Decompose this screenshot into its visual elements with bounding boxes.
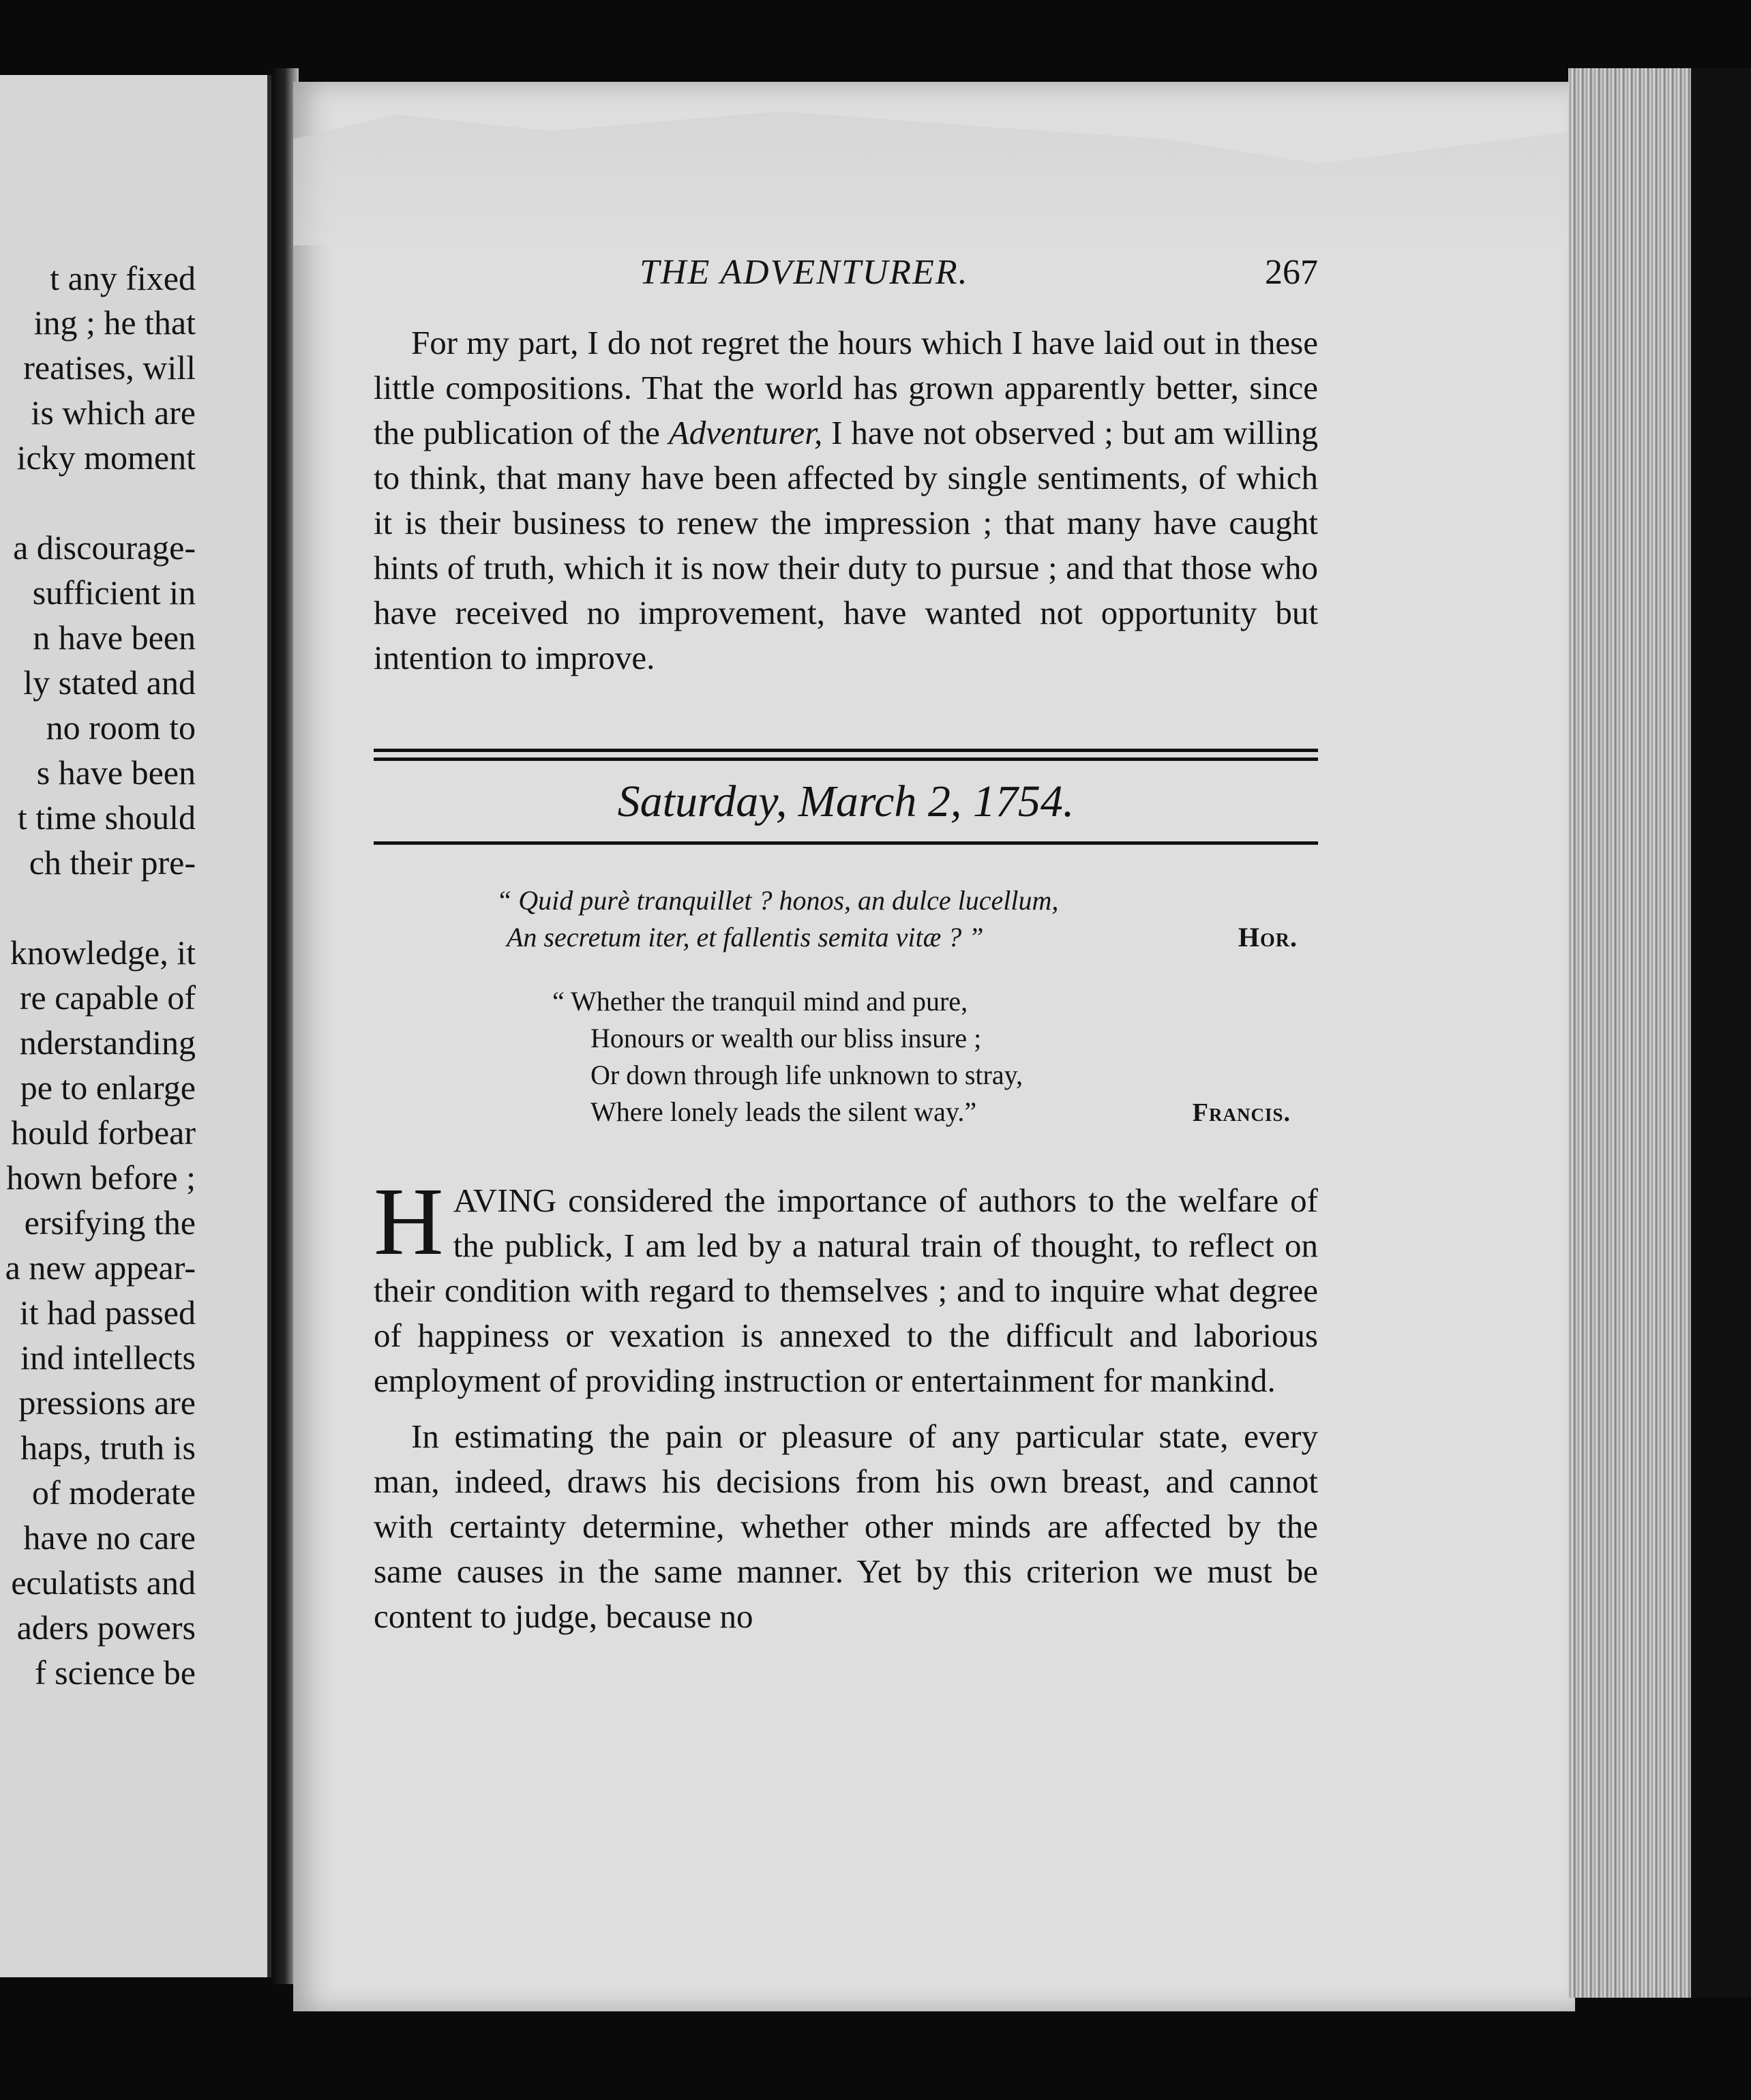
essay-second-text: In estimating the pain or pleasure of any particular state, every man, indeed, draws his decisions from his own breast, and cannot with certainty determine, whether other minds are affected by the same causes in the same manner. Yet by this criterion we must be content to judge, because no	[374, 1418, 1318, 1635]
left-page-line: it had passed	[19, 1293, 196, 1332]
motto-line: An secretum iter, et fallentis semita vitæ ? ”	[507, 922, 984, 952]
left-facing-page	[0, 75, 271, 1977]
translation-line: “ Whether the tranquil mind and pure,	[552, 986, 968, 1017]
left-page-line: a discourage-	[13, 528, 196, 567]
left-page-line: is which are	[31, 393, 196, 432]
left-page-line: no room to	[46, 708, 196, 747]
motto-line: “ Quid purè tranquillet ? honos, an dulce lucellum,	[496, 885, 1059, 916]
translation-verse	[374, 983, 1318, 1130]
left-page-line: aders powers	[16, 1608, 196, 1647]
left-page-line: haps, truth is	[20, 1428, 196, 1467]
left-page-line: sufficient in	[32, 573, 196, 612]
page-fore-edge	[1568, 68, 1691, 1998]
opening-text-b: I have not observed ; but am willing to think, that many have been affected by single sentiments, of which it is their business to renew the impression ; that many have caught hints of truth, which it is now their duty to pursue ; and that those who have received no improvement, have wanted not opportunity but intention to improve.	[374, 414, 1318, 676]
translation-line: Honours or wealth our bliss insure ;	[590, 1023, 982, 1053]
page-number: 267	[1265, 253, 1318, 292]
left-page-line: re capable of	[19, 978, 196, 1017]
left-page-line: knowledge, it	[10, 933, 196, 972]
left-page-line: pressions are	[18, 1383, 196, 1422]
motto-attribution: Hor.	[1238, 922, 1298, 952]
essay-second-paragraph	[374, 1414, 1318, 1639]
left-page-line: icky moment	[16, 438, 196, 477]
left-page-line: f science be	[35, 1653, 196, 1692]
left-page-line: of moderate	[31, 1473, 196, 1512]
left-page-line: nderstanding	[19, 1023, 196, 1062]
essay-first-paragraph	[374, 1167, 1318, 1403]
adventurer-title: Adventurer,	[668, 414, 823, 451]
left-page-line: ch their pre-	[29, 843, 196, 882]
left-page-line: ing ; he that	[33, 303, 196, 342]
drop-cap: H	[374, 1167, 444, 1275]
double-rule	[374, 749, 1318, 761]
left-page-line: pe to enlarge	[20, 1068, 196, 1107]
left-page-line: have no care	[23, 1518, 196, 1557]
translation-line: Where lonely leads the silent way.”	[590, 1096, 977, 1127]
running-head	[374, 252, 1318, 307]
single-rule	[374, 841, 1318, 845]
left-page-line: n have been	[33, 618, 196, 657]
opening-text-a: For my part, I do not regret the hours which I have laid out in these little compositions. That the world has grown apparently better, since the publication of the	[374, 324, 1318, 451]
translation-attribution: Francis.	[1192, 1098, 1291, 1127]
left-page-line: t any fixed	[50, 259, 196, 297]
left-page-line: t time should	[17, 798, 196, 837]
latin-motto	[374, 882, 1318, 956]
left-page-line: a new appear-	[5, 1248, 196, 1287]
opening-paragraph	[374, 320, 1318, 680]
page-content	[374, 252, 1318, 1639]
essay-first-text: AVING considered the importance of authors to the welfare of the publick, I am led by a natural train of thought, to reflect on their condition with regard to themselves ; and to inquire what degree of happiness or vexation is annexed to the difficult and laborious employment of providing instruction or entertainment for mankind.	[374, 1182, 1318, 1399]
left-page-line: eculatists and	[11, 1563, 196, 1602]
left-page-line: ly stated and	[23, 663, 196, 702]
date-heading: Saturday, March 2, 1754.	[617, 777, 1075, 826]
left-page-line: hould forbear	[11, 1113, 196, 1152]
left-page-line: hown before ;	[6, 1158, 196, 1197]
left-page-line: s have been	[36, 753, 196, 792]
translation-line: Or down through life unknown to stray,	[590, 1060, 1023, 1090]
book-cover-edge	[1691, 68, 1751, 1998]
left-page-line: ersifying the	[24, 1203, 196, 1242]
essay-body	[374, 1167, 1318, 1639]
left-page-line: reatises, will	[23, 348, 196, 387]
left-page-line: ind intellects	[20, 1338, 196, 1377]
running-title: THE ADVENTURER.	[640, 253, 969, 292]
